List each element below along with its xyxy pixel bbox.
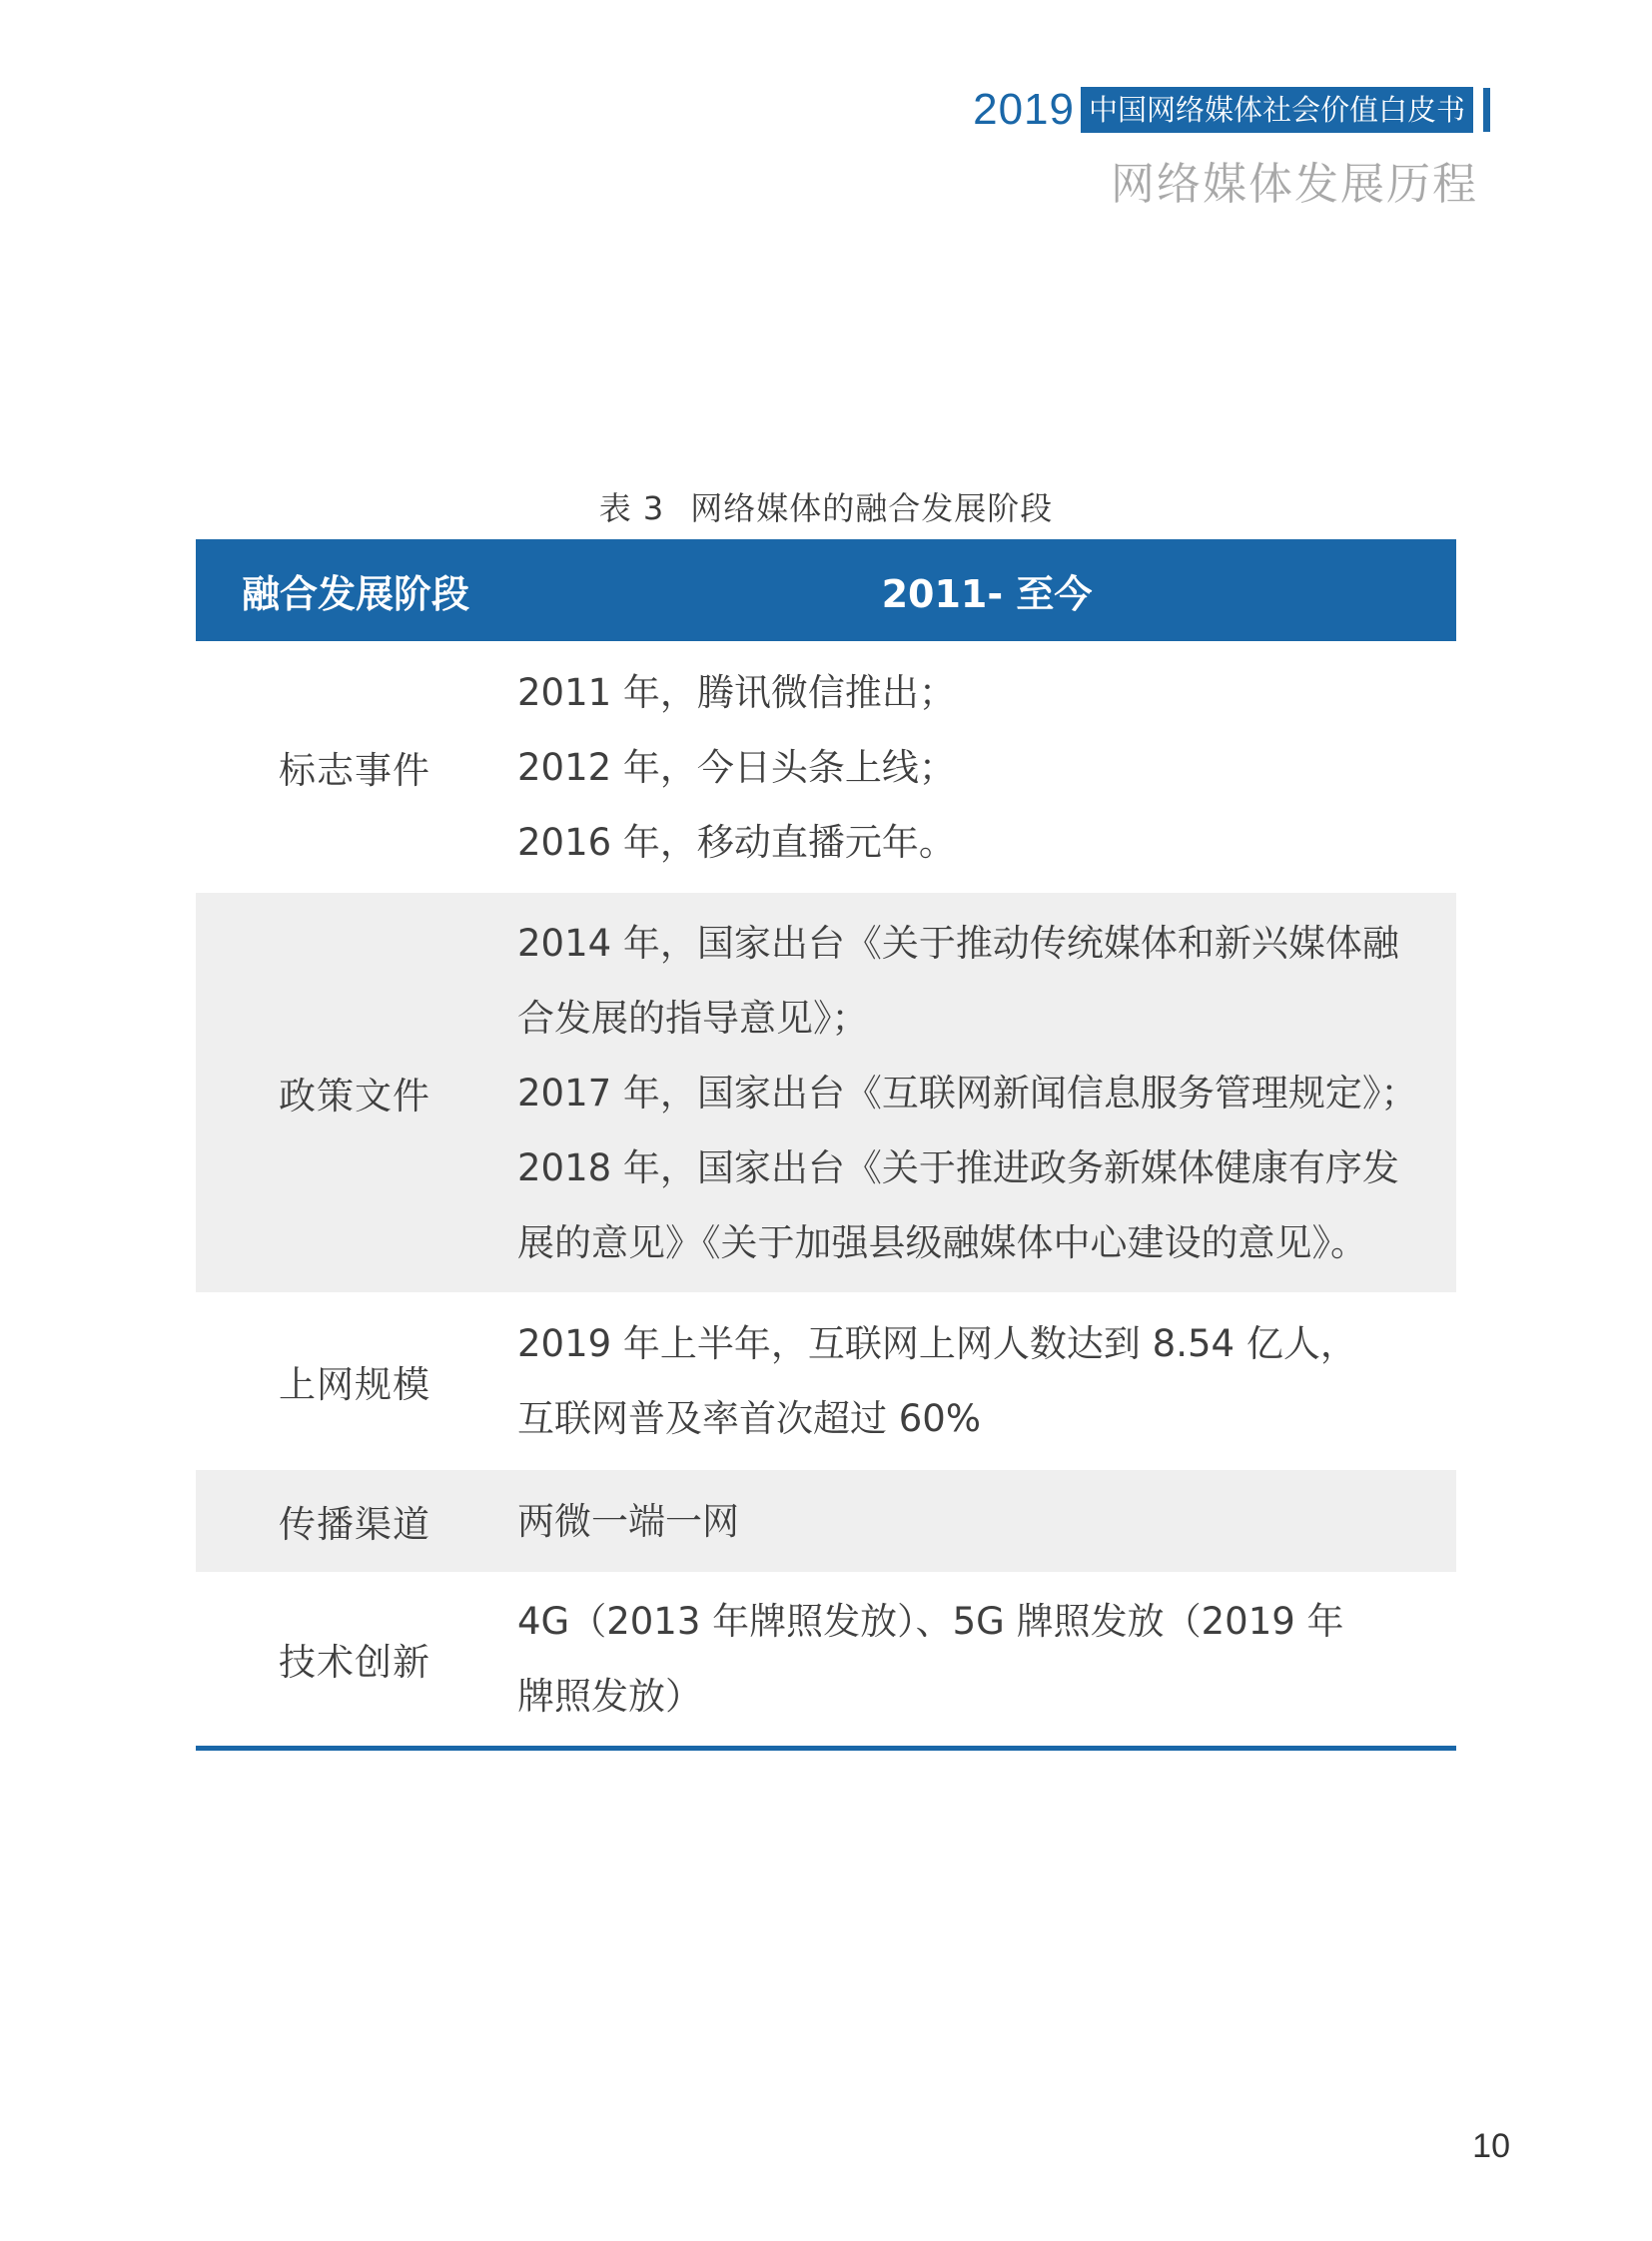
table-caption [0,483,1652,529]
content-line: 两微一端一网 [517,1499,739,1543]
table-header-row [196,539,1456,641]
row-content [517,893,1456,1292]
content-line: 2019 年上半年，互联网上网人数达到 8.54 亿人， [517,1322,1357,1365]
table-header-stage: 融合发展阶段 [196,539,517,641]
row-label: 技术创新 [196,1572,517,1749]
table-row [196,1572,1456,1749]
content-line: 2017 年，国家出台《互联网新闻信息服务管理规定》； [517,1071,1418,1115]
header-accent-bar [1483,88,1490,132]
row-content [517,641,1456,893]
row-label: 政策文件 [196,893,517,1292]
page-number: 10 [1472,2127,1510,2165]
table-header-period: 2011- 至今 [517,539,1456,641]
content-line: 2012 年，今日头条上线； [517,745,956,789]
table-row [196,893,1456,1292]
table-row [196,1292,1456,1470]
content-line: 2016 年，移动直播元年。 [517,820,956,864]
row-content [517,1470,1456,1572]
row-label: 标志事件 [279,749,430,792]
table-caption-text: 网络媒体的融合发展阶段 [690,489,1054,527]
header-title: 中国网络媒体社会价值白皮书 [1081,87,1473,133]
table-row [196,1470,1456,1572]
table-caption-label: 表 3 [598,489,665,527]
content-line: 展的意见》《关于加强县级融媒体中心建设的意见》。 [517,1220,1367,1264]
content-line: 合发展的指导意见》； [517,996,869,1040]
header-subtitle: 网络媒体发展历程 [1111,159,1478,210]
content-line: 2011 年，腾讯微信推出； [517,670,956,714]
content-line: 4G（2013 年牌照发放）、5G 牌照发放（2019 年 [517,1600,1344,1643]
content-line: 牌照发放） [517,1675,702,1718]
table-row [196,641,1456,893]
content-line: 互联网普及率首次超过 60% [517,1397,981,1440]
row-content [517,1572,1456,1749]
header-top-line [973,84,1490,136]
content-line: 2018 年，国家出台《关于推进政务新媒体健康有序发 [517,1145,1399,1189]
row-content [517,1292,1456,1470]
stages-table [196,539,1456,1751]
header-year: 2019 [973,85,1075,134]
row-label: 上网规模 [279,1363,430,1406]
content-line: 2014 年，国家出台《关于推动传统媒体和新兴媒体融 [517,921,1399,965]
row-label: 传播渠道 [196,1470,517,1572]
page-header [973,84,1490,212]
